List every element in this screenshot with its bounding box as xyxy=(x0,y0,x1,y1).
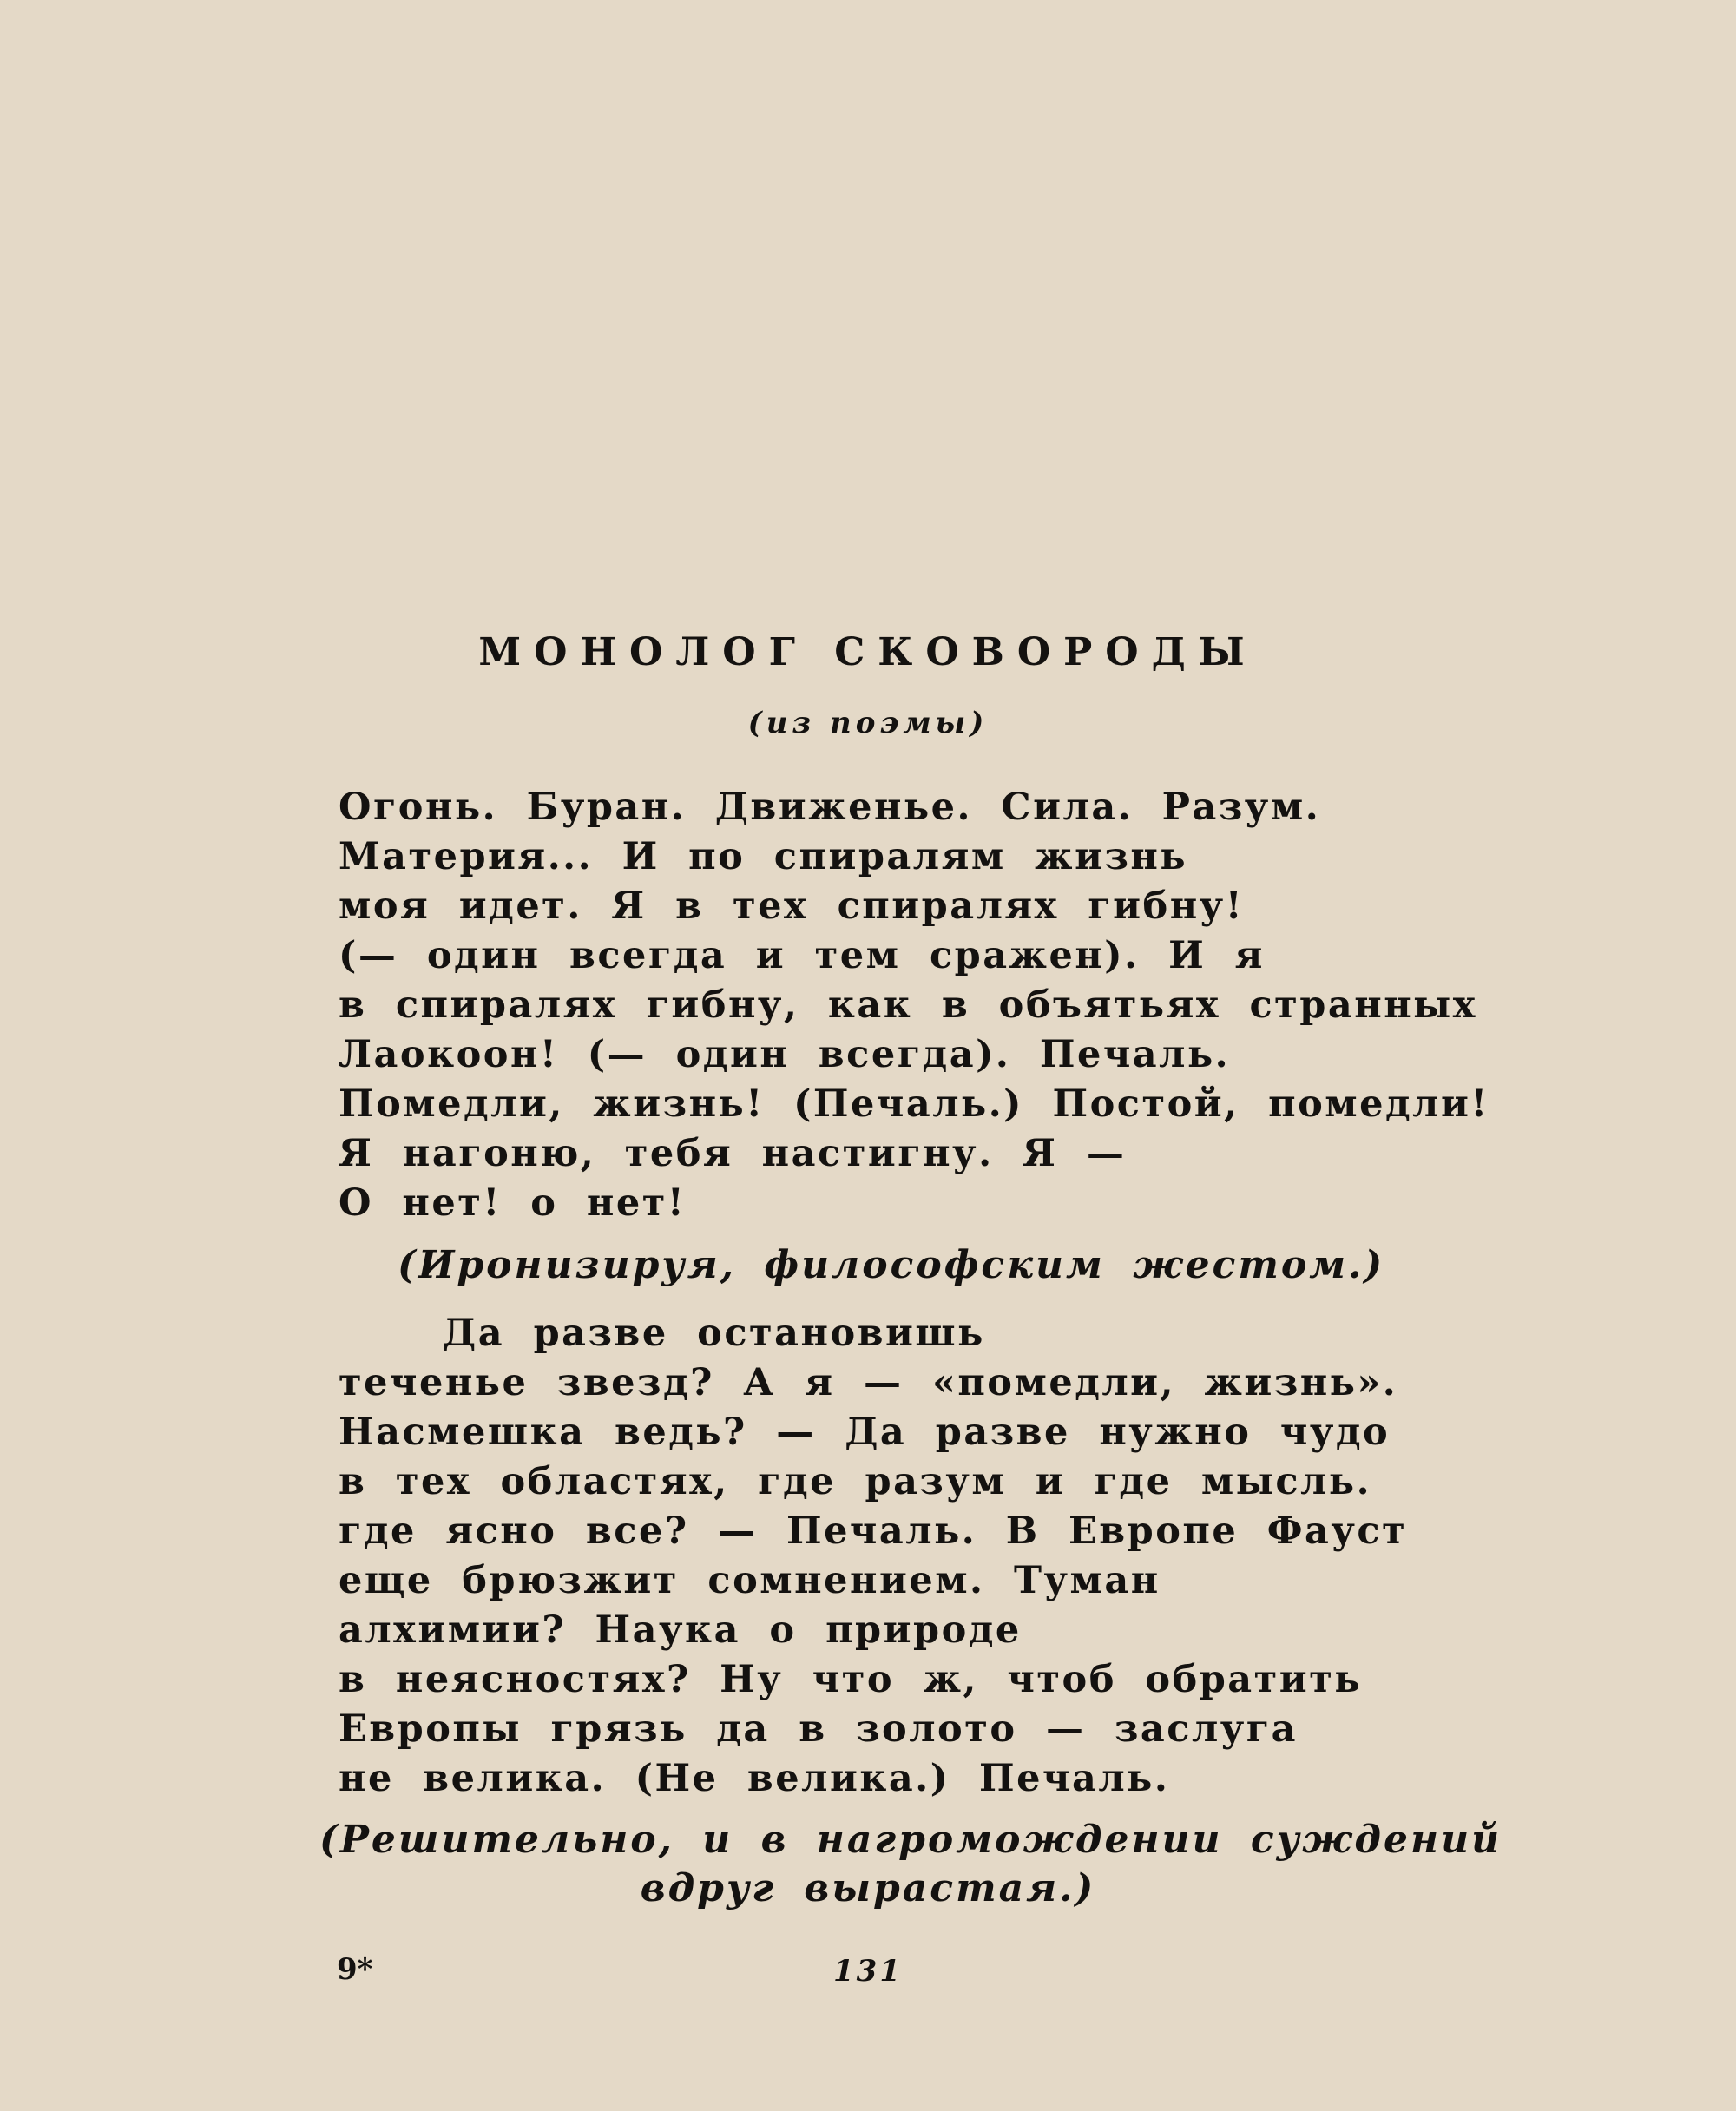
stanza-2 xyxy=(339,1309,1407,1804)
stage-direction-2-line-2: вдруг вырастая.) xyxy=(640,1866,1096,1910)
verse-line: где ясно все? — Печаль. В Европе Фауст xyxy=(339,1509,1408,1553)
verse-line: Лаокоон! (— один всегда). Печаль. xyxy=(339,1033,1231,1076)
verse-line: Европы грязь да в золото — заслуга xyxy=(339,1707,1298,1751)
verse-line: алхимии? Наука о природе xyxy=(339,1608,1022,1652)
verse-line: (— один всегда и тем сражен). И я xyxy=(339,934,1265,977)
verse-line: еще брюзжит сомнением. Туман xyxy=(339,1559,1161,1602)
verse-line: О нет! о нет! xyxy=(339,1181,687,1225)
verse-line: теченье звезд? А я — «помедли, жизнь». xyxy=(339,1361,1398,1404)
stanza-1 xyxy=(339,783,1489,1228)
verse-line: Насмешка ведь? — Да разве нужно чудо xyxy=(339,1411,1391,1454)
poem-title: МОНОЛОГ СКОВОРОДЫ xyxy=(478,630,1258,674)
verse-line: Я нагоню, тебя настигну. Я — xyxy=(339,1132,1127,1175)
poem-subtitle: (из поэмы) xyxy=(747,706,989,740)
verse-line: в неясностях? Ну что ж, чтоб обратить xyxy=(339,1658,1363,1701)
verse-line: моя идет. Я в тех спиралях гибну! xyxy=(339,885,1245,928)
verse-line: в тех областях, где разум и где мысль. xyxy=(339,1460,1372,1503)
stage-direction-1: (Иронизируя, философским жестом.) xyxy=(398,1243,1385,1287)
verse-line: Да разве остановишь xyxy=(443,1312,985,1355)
signature-mark: 9* xyxy=(337,1952,373,1987)
page-number: 131 xyxy=(833,1954,903,1989)
verse-line: Материя... И по спиралям жизнь xyxy=(339,835,1188,878)
verse-line: Помедли, жизнь! (Печаль.) Постой, помедли! xyxy=(339,1082,1489,1126)
verse-line: Огонь. Буран. Движенье. Сила. Разум. xyxy=(339,786,1321,829)
verse-line: не велика. (Не велика.) Печаль. xyxy=(339,1757,1170,1800)
stage-direction-2-line-1: (Решительно, и в нагромождении суждений xyxy=(319,1818,1503,1862)
verse-line: в спиралях гибну, как в объятьях странных xyxy=(339,983,1477,1027)
